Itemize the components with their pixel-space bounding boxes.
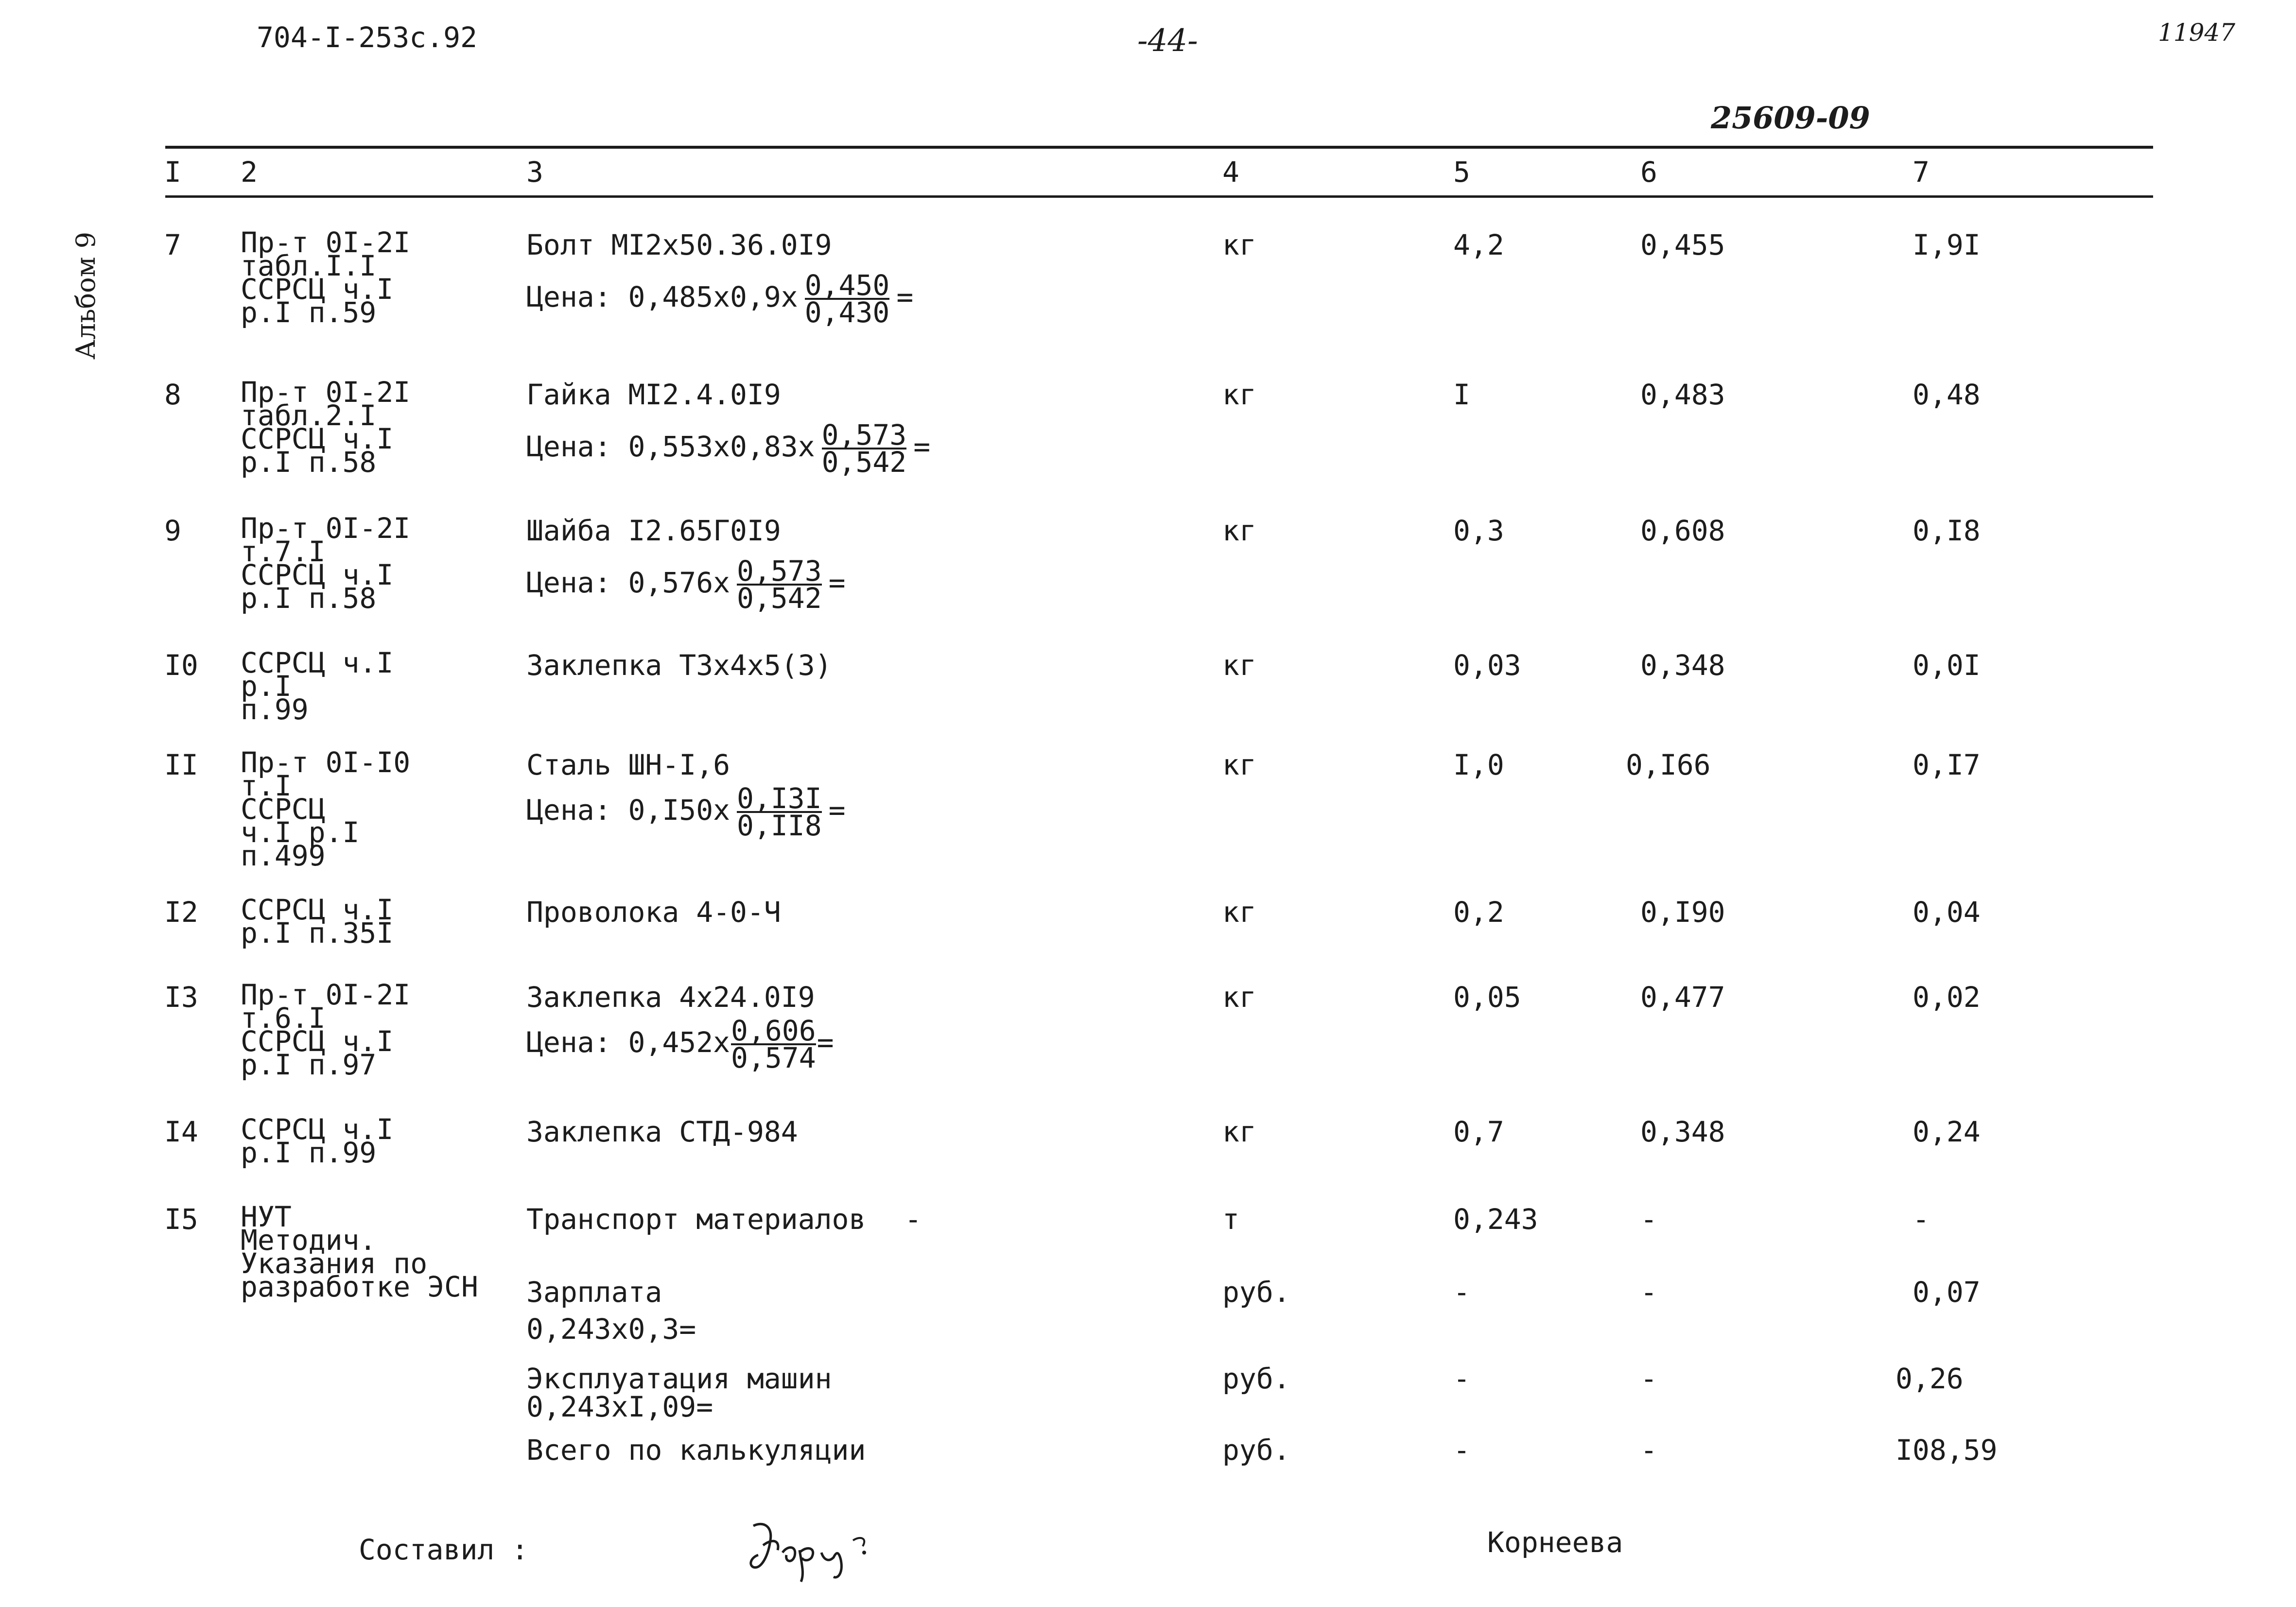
cost-item: Всего по калькуляции bbox=[526, 1434, 866, 1467]
quantity: 0,3 bbox=[1453, 514, 1504, 547]
quantity: 4,2 bbox=[1453, 228, 1504, 261]
unit: кг bbox=[1222, 228, 1256, 261]
reference: Пр-т 0I-2I т.6.I ССРСЦ ч.I р.I п.97 bbox=[241, 978, 411, 1081]
row-number: I0 bbox=[164, 649, 198, 682]
cost-item: Зарплата 0,243х0,3= bbox=[526, 1276, 696, 1346]
row-number: 8 bbox=[164, 378, 181, 411]
quantity: 0,2 bbox=[1453, 896, 1504, 929]
unit: кг bbox=[1222, 896, 1256, 929]
table-top-rule bbox=[165, 146, 2153, 149]
total: 0,02 bbox=[1913, 981, 1981, 1014]
page-number: -44- bbox=[1137, 23, 1198, 59]
signature bbox=[744, 1511, 889, 1584]
reference: Пр-т 0I-I0 т.I ССРСЦ ч.I р.I п.499 bbox=[241, 746, 411, 872]
total: 0,24 bbox=[1913, 1115, 1981, 1148]
total: I,9I bbox=[1913, 228, 1981, 261]
unit-price: 0,455 bbox=[1640, 228, 1725, 261]
unit-price: 0,348 bbox=[1640, 649, 1725, 682]
quantity: 0,243 bbox=[1453, 1203, 1538, 1236]
column-header: 2 bbox=[241, 156, 258, 189]
reference: Пр-т 0I-2I т.7.I ССРСЦ ч.I р.I п.58 bbox=[241, 512, 411, 615]
total: 0,I8 bbox=[1913, 514, 1981, 547]
price-formula: Цена: 0,576х $\frac{0,573}{0,542}$ = bbox=[526, 554, 846, 615]
album-label: Альбом 9 bbox=[70, 231, 101, 360]
unit-price: - bbox=[1640, 1434, 1657, 1467]
unit: кг bbox=[1222, 378, 1256, 411]
item-name: Болт МI2х50.36.0I9 Цена: 0,485х0,9х $\frac{0,450}{0,430}$ = bbox=[526, 228, 914, 329]
row-number: I4 bbox=[164, 1115, 198, 1148]
quantity: I bbox=[1453, 378, 1470, 411]
grand-total: I08,59 bbox=[1896, 1434, 1998, 1467]
unit: руб. bbox=[1222, 1276, 1290, 1309]
composer-name: Корнеева bbox=[1487, 1526, 1623, 1559]
item-name: Заклепка Т3х4х5(3) bbox=[526, 649, 832, 682]
quantity: 0,05 bbox=[1453, 981, 1521, 1014]
item-name: Гайка МI2.4.0I9 Цена: 0,553х0,83х $\frac{0,573}{0,542}$ = bbox=[526, 378, 931, 479]
column-header: I bbox=[164, 156, 181, 189]
column-header: 7 bbox=[1913, 156, 1930, 189]
total: 0,04 bbox=[1913, 896, 1981, 929]
unit: кг bbox=[1222, 981, 1256, 1014]
row-number: I2 bbox=[164, 896, 198, 929]
composed-label: Составил : bbox=[359, 1533, 529, 1566]
unit: кг bbox=[1222, 1115, 1256, 1148]
row-number: 9 bbox=[164, 514, 181, 547]
item-name: Шайба I2.65Г0I9 Цена: 0,576х $\frac{0,573}{0,542}$ = bbox=[526, 514, 846, 615]
unit: кг bbox=[1222, 748, 1256, 781]
row-number: I3 bbox=[164, 981, 198, 1014]
unit: руб. bbox=[1222, 1362, 1290, 1395]
quantity: 0,03 bbox=[1453, 649, 1521, 682]
reference: ССРСЦ ч.I р.I п.35I bbox=[241, 893, 394, 950]
quantity: - bbox=[1453, 1434, 1470, 1467]
quantity: - bbox=[1453, 1362, 1470, 1395]
unit: кг bbox=[1222, 514, 1256, 547]
reference: Пр-т 0I-2I табл.I.I ССРСЦ ч.I р.I п.59 bbox=[241, 226, 411, 329]
total: 0,I7 bbox=[1913, 748, 1981, 781]
price-formula: Цена: 0,553х0,83х $\frac{0,573}{0,542}$ = bbox=[526, 418, 931, 479]
total: - bbox=[1913, 1203, 1930, 1236]
unit: руб. bbox=[1222, 1434, 1290, 1467]
unit-price: 0,477 bbox=[1640, 981, 1725, 1014]
column-header: 3 bbox=[526, 156, 543, 189]
row-number: II bbox=[164, 748, 198, 781]
reference: ССРСЦ ч.I р.I п.99 bbox=[241, 1113, 394, 1169]
unit-price: - bbox=[1640, 1362, 1657, 1395]
cost-item: Эксплуатация машин 0,243хI,09= bbox=[526, 1362, 832, 1423]
unit: кг bbox=[1222, 649, 1256, 682]
reference: НУТ Методич. Указания по разработке ЭСН bbox=[241, 1200, 478, 1303]
row-number: 7 bbox=[164, 228, 181, 261]
unit-price: 0,483 bbox=[1640, 378, 1725, 411]
column-header: 6 bbox=[1640, 156, 1657, 189]
price-formula: Цена: 0,485х0,9х $\frac{0,450}{0,430}$ = bbox=[526, 269, 914, 329]
total: 0,0I bbox=[1913, 649, 1981, 682]
item-name: Заклепка 4х24.0I9 Цена: 0,452х $\frac{0,606}{0,574}$ = bbox=[526, 981, 834, 1074]
reference: Пр-т 0I-2I табл.2.I ССРСЦ ч.I р.I п.58 bbox=[241, 376, 411, 479]
table-header-rule bbox=[165, 195, 2153, 198]
column-header: 5 bbox=[1453, 156, 1470, 189]
price-formula: Цена: 0,I50х $\frac{0,I3I}{0,II8}$ = bbox=[526, 782, 846, 842]
quantity: I,0 bbox=[1453, 748, 1504, 781]
unit-price: - bbox=[1640, 1276, 1657, 1309]
quantity: - bbox=[1453, 1276, 1470, 1309]
unit-price: 0,I90 bbox=[1640, 896, 1725, 929]
total: 0,48 bbox=[1913, 378, 1981, 411]
item-name: Заклепка СТД-984 bbox=[526, 1115, 798, 1148]
sheet-number: 11947 bbox=[2158, 18, 2236, 47]
reference: ССРСЦ ч.I р.I п.99 bbox=[241, 646, 394, 726]
item-name: Проволока 4-0-Ч bbox=[526, 896, 781, 929]
unit-price: 0,348 bbox=[1640, 1115, 1725, 1148]
total: 0,26 bbox=[1896, 1362, 1964, 1395]
unit-price: 0,608 bbox=[1640, 514, 1725, 547]
item-name: Транспорт материалов - bbox=[526, 1203, 922, 1236]
price-formula: Цена: 0,452х $\frac{0,606}{0,574}$ = bbox=[526, 1014, 834, 1074]
column-header: 4 bbox=[1222, 156, 1239, 189]
quantity: 0,7 bbox=[1453, 1115, 1504, 1148]
unit-price: - bbox=[1640, 1203, 1657, 1236]
total: 0,07 bbox=[1913, 1276, 1981, 1309]
row-number: I5 bbox=[164, 1203, 198, 1236]
unit-price: 0,I66 bbox=[1626, 748, 1711, 781]
unit: т bbox=[1222, 1203, 1239, 1236]
inventory-stamp: 25609-09 bbox=[1711, 100, 1870, 136]
document-code: 704-I-253с.92 bbox=[257, 21, 477, 54]
item-name: Сталь ШН-I,6 Цена: 0,I50х $\frac{0,I3I}{0,II8}$ = bbox=[526, 748, 846, 842]
